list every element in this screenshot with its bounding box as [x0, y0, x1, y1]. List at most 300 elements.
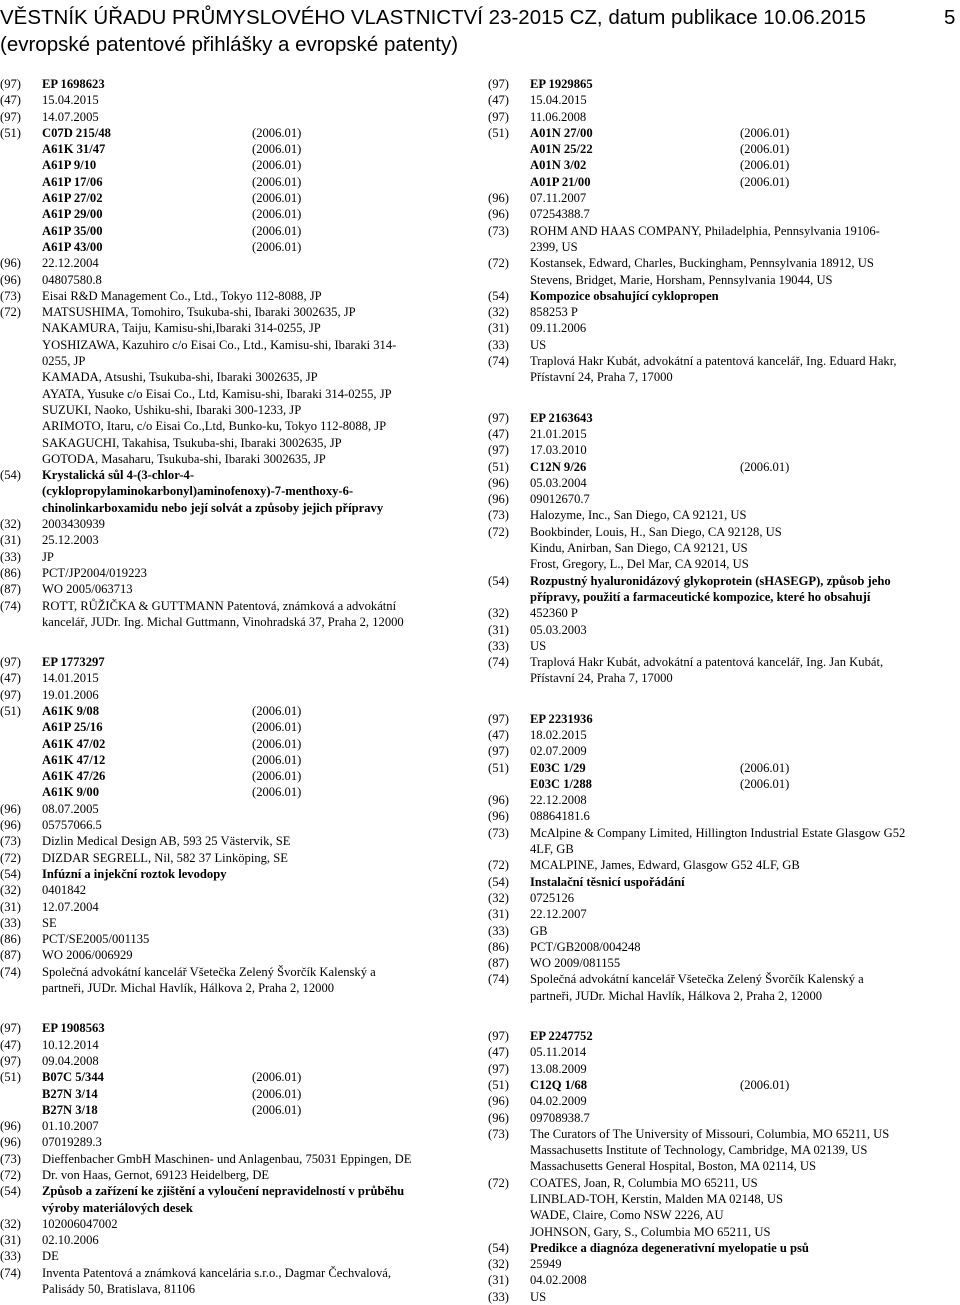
inid-code: (97) — [0, 655, 21, 670]
patent-field — [488, 206, 960, 222]
field-value: GOTODA, Masaharu, Tsukuba-shi, Ibaraki 3002635, JP — [42, 451, 326, 466]
patent-entry — [488, 76, 960, 386]
field-value: 09708938.7 — [530, 1110, 590, 1125]
patent-field — [488, 955, 960, 971]
patent-field — [0, 833, 470, 849]
field-value: partneři, JUDr. Michal Havlík, Hálkova 2, Praha 2, 12000 — [42, 981, 335, 996]
inid-code: (96) — [0, 256, 21, 271]
inid-code: (31) — [488, 1273, 509, 1288]
inid-code: (73) — [488, 825, 509, 840]
patent-field — [0, 882, 470, 898]
patent-field — [0, 125, 470, 141]
inid-code: (74) — [488, 354, 509, 369]
field-value: B07C 5/344 — [42, 1070, 104, 1085]
classification-version: (2006.01) — [740, 142, 790, 157]
field-value: 14.01.2015 — [42, 671, 99, 686]
patent-field — [488, 442, 960, 458]
field-value: 11.06.2008 — [530, 109, 587, 124]
field-value: 22.12.2008 — [530, 793, 587, 808]
field-value: 14.07.2005 — [42, 109, 99, 124]
patent-field — [0, 1248, 470, 1264]
inid-code: (54) — [488, 1240, 509, 1255]
field-value: SUZUKI, Naoko, Ushiku-shi, Ibaraki 300-1233, JP — [42, 402, 302, 417]
patent-field — [0, 581, 470, 597]
patent-field — [0, 1102, 470, 1118]
patent-field — [488, 939, 960, 955]
field-value: 25949 — [530, 1257, 562, 1272]
patent-field — [0, 239, 470, 255]
field-value: ROHM AND HAAS COMPANY, Philadelphia, Pennsylvania 19106- — [530, 223, 880, 238]
patent-field — [488, 426, 960, 442]
inid-code: (32) — [0, 517, 21, 532]
inid-code: (74) — [0, 1265, 21, 1280]
classification-version: (2006.01) — [252, 207, 302, 222]
field-value: 02.07.2009 — [530, 744, 587, 759]
field-value: Inventa Patentová a známková kancelária s.r.o., Dagmar Čechvalová, — [42, 1265, 391, 1280]
field-value: PCT/SE2005/001135 — [42, 932, 150, 947]
inid-code: (73) — [488, 1126, 509, 1141]
inid-code: (72) — [0, 850, 21, 865]
inid-code: (97) — [0, 109, 21, 124]
inid-code: (96) — [488, 1094, 509, 1109]
classification-version: (2006.01) — [252, 736, 302, 751]
field-value: WO 2009/081155 — [530, 956, 621, 971]
field-value: PCT/GB2008/004248 — [530, 939, 641, 954]
patent-field — [0, 1216, 470, 1232]
inid-code: (97) — [488, 711, 509, 726]
patent-field — [488, 125, 960, 141]
inid-code: (47) — [488, 426, 509, 441]
patent-field — [488, 743, 960, 759]
field-value: EP 1773297 — [42, 655, 105, 670]
page-number: 5 — [944, 6, 956, 29]
field-value: 09.04.2008 — [42, 1053, 99, 1068]
field-value: MATSUSHIMA, Tomohiro, Tsukuba-shi, Ibaraki 3002635, JP — [42, 305, 356, 320]
inid-code: (96) — [0, 1119, 21, 1134]
patent-field — [488, 906, 960, 922]
field-value: Instalační těsnicí uspořádání — [530, 874, 685, 889]
inid-code: (33) — [0, 549, 21, 564]
field-value: A01N 3/02 — [530, 158, 587, 173]
inid-code: (47) — [488, 93, 509, 108]
inid-code: (33) — [488, 337, 509, 352]
patent-field — [0, 801, 470, 817]
inid-code: (47) — [488, 1045, 509, 1060]
field-value: 04.02.2009 — [530, 1094, 587, 1109]
patent-entry — [0, 654, 470, 996]
patent-field — [488, 1175, 960, 1240]
field-value: EP 1698623 — [42, 77, 105, 91]
patent-field — [488, 1272, 960, 1288]
inid-code: (74) — [488, 972, 509, 987]
patent-entry — [488, 1028, 960, 1305]
field-value: C12Q 1/68 — [530, 1077, 588, 1092]
inid-code: (96) — [488, 475, 509, 490]
inid-code: (32) — [0, 883, 21, 898]
patent-field — [488, 157, 960, 173]
inid-code: (96) — [0, 801, 21, 816]
inid-code: (74) — [488, 655, 509, 670]
field-value: E03C 1/29 — [530, 760, 586, 775]
inid-code: (33) — [488, 1289, 509, 1304]
field-value: EP 2163643 — [530, 410, 593, 425]
field-value: 01.10.2007 — [42, 1119, 99, 1134]
field-value: ROTT, RŮŽIČKA & GUTTMANN Patentová, známková a advokátní — [42, 598, 397, 613]
classification-version: (2006.01) — [252, 174, 302, 189]
field-value: JP — [42, 549, 54, 564]
inid-code: (33) — [488, 923, 509, 938]
inid-code: (32) — [488, 1257, 509, 1272]
inid-code: (96) — [0, 1135, 21, 1150]
inid-code: (47) — [0, 671, 21, 686]
inid-code: (51) — [488, 760, 509, 775]
inid-code: (72) — [488, 256, 509, 271]
field-value: Kindu, Anirban, San Diego, CA 92121, US — [530, 541, 748, 556]
field-value: EP 1929865 — [530, 77, 593, 91]
inid-code: (47) — [0, 93, 21, 108]
patent-field — [0, 272, 470, 288]
patent-field — [488, 622, 960, 638]
patent-field — [0, 768, 470, 784]
field-value: 05.11.2014 — [530, 1045, 587, 1060]
field-value: 2003430939 — [42, 517, 105, 532]
inid-code: (51) — [0, 125, 21, 140]
field-value: Massachusetts General Hospital, Boston, MA 02114, US — [530, 1159, 817, 1174]
field-value: 15.04.2015 — [42, 93, 99, 108]
right-column — [488, 76, 960, 1305]
classification-version: (2006.01) — [252, 785, 302, 800]
inid-code: (73) — [488, 508, 509, 523]
patent-field — [0, 817, 470, 833]
inid-code: (97) — [488, 1061, 509, 1076]
patent-entry — [0, 76, 470, 630]
patent-field — [0, 784, 470, 800]
patent-field — [0, 931, 470, 947]
patent-field — [488, 491, 960, 507]
patent-field — [0, 92, 470, 108]
field-value: Stevens, Bridget, Marie, Horsham, Pennsylvania 19044, US — [530, 272, 833, 287]
field-value: A61K 47/26 — [42, 769, 106, 784]
inid-code: (96) — [488, 1110, 509, 1125]
patent-field — [0, 703, 470, 719]
patent-field — [0, 174, 470, 190]
patent-field — [488, 174, 960, 190]
inid-code: (97) — [0, 1053, 21, 1068]
patent-field — [0, 304, 470, 467]
classification-version: (2006.01) — [740, 158, 790, 173]
field-value: 17.03.2010 — [530, 443, 587, 458]
patent-field — [488, 1126, 960, 1175]
field-value: 04.02.2008 — [530, 1273, 587, 1288]
patent-field — [0, 866, 470, 882]
inid-code: (96) — [488, 492, 509, 507]
patent-field — [0, 1053, 470, 1069]
inid-code: (72) — [0, 1168, 21, 1182]
patent-field — [488, 337, 960, 353]
inid-code: (72) — [488, 858, 509, 873]
field-value: Kompozice obsahující cyklopropen — [530, 288, 719, 303]
inid-code: (97) — [488, 443, 509, 458]
field-value: Massachusetts Institute of Technology, Cambridge, MA 02139, US — [530, 1143, 868, 1158]
field-value: Traplová Hakr Kubát, advokátní a patentová kancelář, Ing. Eduard Hakr, — [530, 354, 897, 369]
classification-version: (2006.01) — [252, 158, 302, 173]
inid-code: (86) — [0, 932, 21, 947]
patent-field — [488, 923, 960, 939]
patent-field — [0, 255, 470, 271]
inid-code: (87) — [0, 582, 21, 597]
field-value: 07019289.3 — [42, 1135, 102, 1150]
classification-version: (2006.01) — [252, 720, 302, 735]
field-value: ARIMOTO, Itaru, c/o Eisai Co.,Ltd, Bunko-ku, Tokyo 112-8088, JP — [42, 419, 387, 434]
inid-code: (31) — [488, 907, 509, 922]
patent-field — [488, 109, 960, 125]
field-value: 07.11.2007 — [530, 191, 587, 206]
field-value: přípravy, použití a farmaceutické kompozice, které ho obsahují — [530, 589, 871, 604]
field-value: EP 1908563 — [42, 1021, 105, 1036]
inid-code: (33) — [0, 915, 21, 930]
patent-field — [0, 109, 470, 125]
field-value: 102006047002 — [42, 1216, 118, 1231]
field-value: NAKAMURA, Taiju, Kamisu-shi,Ibaraki 314-0255, JP — [42, 321, 321, 336]
patent-field — [0, 850, 470, 866]
field-value: 15.04.2015 — [530, 93, 587, 108]
patent-field — [488, 890, 960, 906]
patent-field — [488, 654, 960, 687]
classification-version: (2006.01) — [252, 191, 302, 206]
patent-field — [0, 736, 470, 752]
inid-code: (97) — [488, 744, 509, 759]
inid-code: (33) — [0, 1249, 21, 1264]
field-value: Rozpustný hyaluronidázový glykoprotein (sHASEGP), způsob jeho — [530, 573, 891, 588]
field-value: 4LF, GB — [530, 842, 574, 857]
field-value: 18.02.2015 — [530, 727, 587, 742]
field-value: A61P 17/06 — [42, 174, 103, 189]
inid-code: (74) — [0, 964, 21, 979]
patent-field — [0, 1037, 470, 1053]
field-value: EP 2247752 — [530, 1029, 593, 1044]
field-value: Kostansek, Edward, Charles, Buckingham, Pennsylvania 18912, US — [530, 256, 874, 271]
field-value: The Curators of The University of Missouri, Columbia, MO 65211, US — [530, 1126, 890, 1141]
journal-title: VĚSTNÍK ÚŘADU PRŮMYSLOVÉHO VLASTNICTVÍ 23-2015 CZ, datum publikace 10.06.2015 — [0, 6, 866, 29]
field-value: 08.07.2005 — [42, 801, 99, 816]
field-value: JOHNSON, Gary, S., Columbia MO 65211, US — [530, 1224, 771, 1239]
field-value: A01N 27/00 — [530, 125, 593, 140]
classification-version: (2006.01) — [740, 776, 790, 791]
field-value: LINBLAD-TOH, Kerstin, Malden MA 02148, US — [530, 1192, 784, 1206]
field-value: 13.08.2009 — [530, 1061, 587, 1076]
field-value: 0725126 — [530, 890, 575, 905]
inid-code: (72) — [488, 524, 509, 539]
field-value: 02.10.2006 — [42, 1233, 99, 1248]
field-value: 04807580.8 — [42, 272, 102, 287]
patent-field — [488, 1240, 960, 1256]
field-value: A01N 25/22 — [530, 142, 593, 157]
field-value: WO 2006/006929 — [42, 948, 133, 963]
inid-code: (32) — [488, 305, 509, 320]
field-value: Eisai R&D Management Co., Ltd., Tokyo 112-8088, JP — [42, 288, 322, 303]
inid-code: (32) — [488, 890, 509, 905]
field-value: A01P 21/00 — [530, 174, 591, 189]
inid-code: (96) — [0, 272, 21, 287]
patent-field — [488, 223, 960, 256]
patent-field — [0, 141, 470, 157]
field-value: Palisády 50, Bratislava, 81106 — [42, 1282, 196, 1297]
field-value: 2399, US — [530, 239, 578, 254]
patent-field — [0, 76, 470, 92]
field-value: Přístavní 24, Praha 7, 17000 — [530, 370, 673, 385]
field-value: 22.12.2007 — [530, 907, 587, 922]
field-value: Společná advokátní kancelář Všetečka Zelený Švorčík Kalenský a — [42, 964, 376, 979]
inid-code: (31) — [0, 899, 21, 914]
field-value: DE — [42, 1249, 59, 1264]
patent-field — [488, 792, 960, 808]
inid-code: (96) — [488, 793, 509, 808]
patent-field — [488, 320, 960, 336]
field-value: A61P 35/00 — [42, 223, 103, 238]
field-value: 05757066.5 — [42, 818, 102, 833]
field-value: WADE, Claire, Como NSW 2226, AU — [530, 1208, 724, 1223]
field-value: A61P 29/00 — [42, 207, 103, 222]
field-value: B27N 3/14 — [42, 1086, 98, 1101]
field-value: 25.12.2003 — [42, 533, 99, 548]
patent-field — [0, 947, 470, 963]
patent-field — [488, 1077, 960, 1093]
field-value: kancelář, JUDr. Ing. Michal Guttmann, Vinohradská 37, Praha 2, 12000 — [42, 614, 404, 629]
inid-code: (72) — [488, 1175, 509, 1190]
patent-field — [0, 752, 470, 768]
field-value: PCT/JP2004/019223 — [42, 565, 147, 580]
classification-version: (2006.01) — [252, 769, 302, 784]
inid-code: (33) — [488, 638, 509, 653]
field-value: AYATA, Yusuke c/o Eisai Co., Ltd, Kamisu-shi, Ibaraki 314-0255, JP — [42, 386, 392, 401]
patent-field — [0, 565, 470, 581]
patent-field — [488, 304, 960, 320]
field-value: 12.07.2004 — [42, 899, 99, 914]
field-value: A61P 43/00 — [42, 239, 103, 254]
field-value: Dizlin Medical Design AB, 593 25 Västervik, SE — [42, 834, 291, 849]
classification-version: (2006.01) — [252, 703, 302, 718]
field-value: Halozyme, Inc., San Diego, CA 92121, US — [530, 508, 747, 523]
patent-entry — [488, 711, 960, 1004]
classification-version: (2006.01) — [252, 752, 302, 767]
patent-field — [488, 524, 960, 573]
field-value: 05.03.2003 — [530, 622, 587, 637]
inid-code: (31) — [0, 1233, 21, 1248]
patent-field — [488, 808, 960, 824]
field-value: chinolinkarboxamidu nebo její solvát a způsoby jejich přípravy — [42, 500, 384, 515]
field-value: Bookbinder, Louis, H., San Diego, CA 92128, US — [530, 524, 782, 539]
classification-version: (2006.01) — [252, 1086, 302, 1101]
patent-field — [488, 857, 960, 873]
inid-code: (73) — [0, 288, 21, 303]
inid-code: (54) — [0, 468, 21, 483]
patent-field — [0, 157, 470, 173]
inid-code: (31) — [488, 622, 509, 637]
inid-code: (47) — [0, 1037, 21, 1052]
patent-field — [0, 719, 470, 735]
journal-subtitle: (evropské patentové přihlášky a evropské patenty) — [0, 33, 459, 56]
inid-code: (97) — [488, 109, 509, 124]
patent-field — [488, 573, 960, 606]
inid-code: (73) — [488, 223, 509, 238]
inid-code: (51) — [488, 459, 509, 474]
patent-field — [488, 1110, 960, 1126]
patent-field — [488, 1093, 960, 1109]
inid-code: (96) — [488, 191, 509, 206]
field-value: US — [530, 1289, 547, 1304]
inid-code: (73) — [0, 1151, 21, 1166]
inid-code: (86) — [0, 565, 21, 580]
field-value: A61P 27/02 — [42, 191, 103, 206]
classification-version: (2006.01) — [252, 1070, 302, 1085]
patent-entry — [488, 410, 960, 687]
field-value: A61P 9/10 — [42, 158, 97, 173]
field-value: 0255, JP — [42, 354, 86, 369]
patent-field — [0, 1265, 470, 1298]
patent-field — [0, 964, 470, 997]
field-value: SE — [42, 915, 57, 930]
patent-field — [0, 915, 470, 931]
field-value: KAMADA, Atsushi, Tsukuba-shi, Ibaraki 3002635, JP — [42, 370, 318, 385]
patent-field — [488, 255, 960, 288]
patent-field — [0, 532, 470, 548]
field-value: DIZDAR SEGRELL, Nil, 582 37 Linköping, SE — [42, 850, 288, 865]
patent-field — [0, 670, 470, 686]
patent-field — [488, 727, 960, 743]
patent-field — [0, 1232, 470, 1248]
patent-field — [0, 288, 470, 304]
field-value: Traplová Hakr Kubát, advokátní a patentová kancelář, Ing. Jan Kubát, — [530, 655, 884, 670]
field-value: Predikce a diagnóza degenerativní myelopatie u psů — [530, 1240, 809, 1255]
patent-field — [488, 711, 960, 727]
classification-version: (2006.01) — [252, 125, 302, 140]
patent-field — [488, 475, 960, 491]
patent-field — [488, 92, 960, 108]
field-value: 09012670.7 — [530, 492, 590, 507]
field-value: výroby materiálových desek — [42, 1200, 193, 1215]
patent-field — [0, 687, 470, 703]
patent-field — [0, 516, 470, 532]
patent-field — [488, 1028, 960, 1044]
field-value: US — [530, 337, 547, 352]
field-value: Společná advokátní kancelář Všetečka Zelený Švorčík Kalenský a — [530, 972, 864, 987]
field-value: Dr. von Haas, Gernot, 69123 Heidelberg, DE — [42, 1168, 270, 1182]
patent-field — [488, 1289, 960, 1305]
inid-code: (72) — [0, 305, 21, 320]
inid-code: (96) — [0, 818, 21, 833]
classification-version: (2006.01) — [252, 142, 302, 157]
field-value: EP 2231936 — [530, 711, 593, 726]
inid-code: (54) — [0, 866, 21, 881]
inid-code: (86) — [488, 939, 509, 954]
classification-version: (2006.01) — [740, 174, 790, 189]
inid-code: (97) — [0, 77, 21, 91]
inid-code: (96) — [488, 809, 509, 824]
patent-field — [488, 638, 960, 654]
patent-field — [0, 1134, 470, 1150]
field-value: 08864181.6 — [530, 809, 590, 824]
field-value: 19.01.2006 — [42, 687, 99, 702]
field-value: 10.12.2014 — [42, 1037, 99, 1052]
patent-field — [0, 1167, 470, 1183]
field-value: US — [530, 638, 547, 653]
field-value: WO 2005/063713 — [42, 582, 133, 597]
patent-field — [0, 190, 470, 206]
inid-code: (32) — [0, 1216, 21, 1231]
field-value: 452360 P — [530, 606, 578, 621]
field-value: A61K 47/12 — [42, 752, 106, 767]
inid-code: (97) — [0, 1021, 21, 1036]
